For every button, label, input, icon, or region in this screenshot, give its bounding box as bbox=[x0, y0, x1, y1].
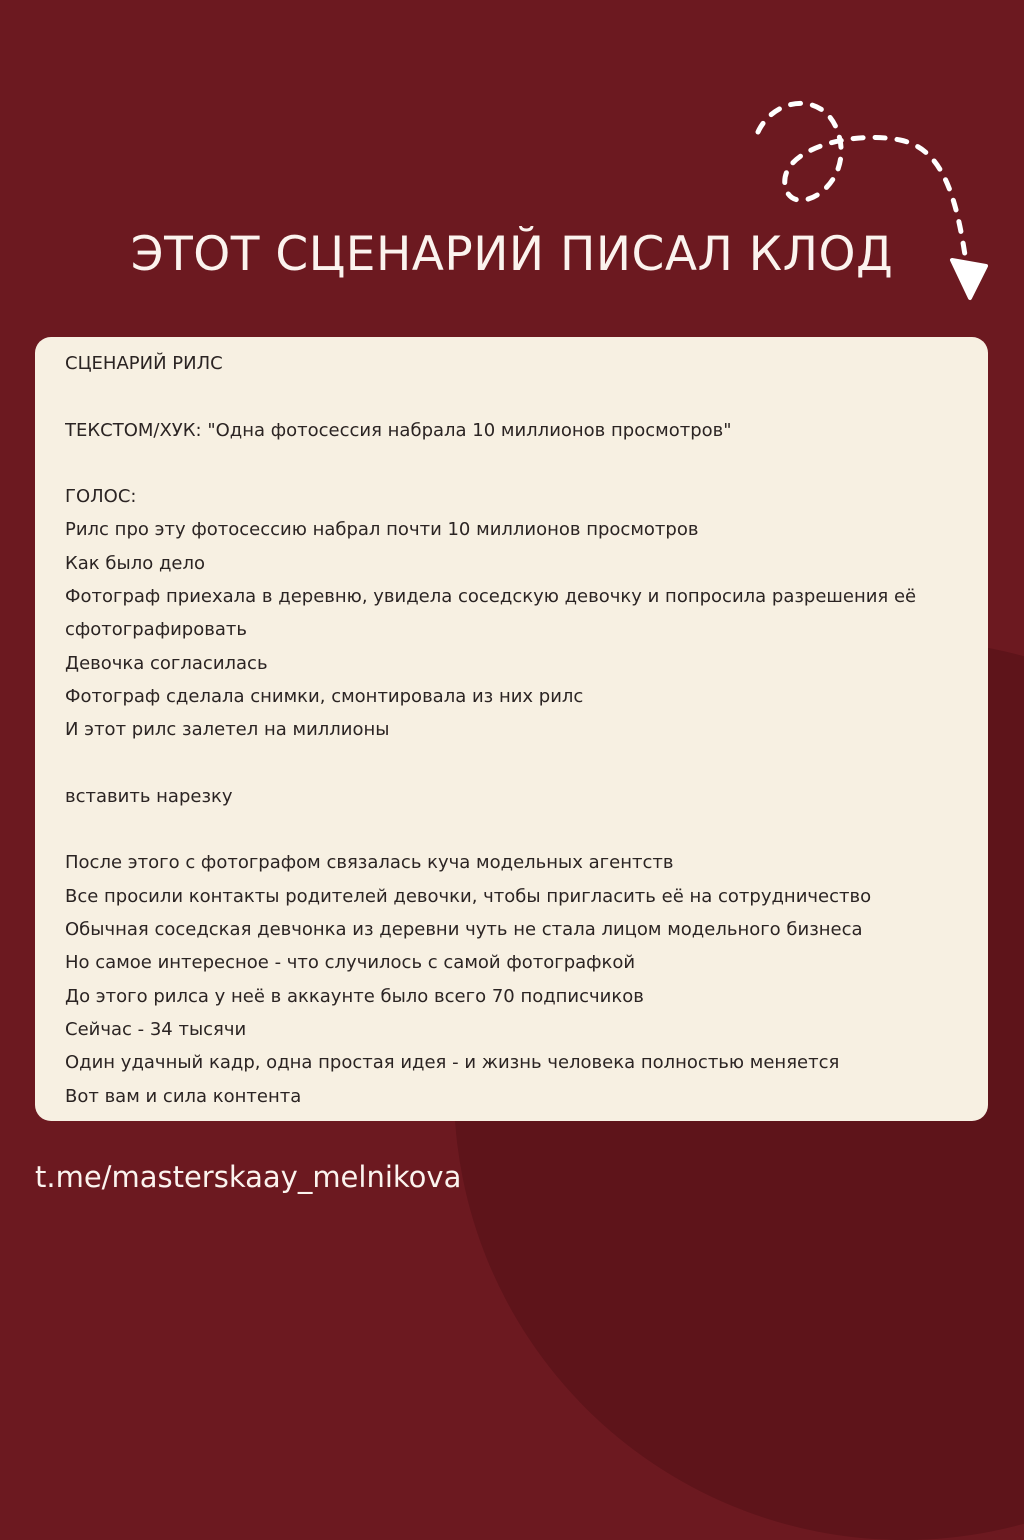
script-line: Вот вам и сила контента bbox=[65, 1085, 302, 1107]
script-card bbox=[35, 337, 988, 1121]
blank-line bbox=[65, 380, 970, 413]
telegram-link[interactable]: t.me/masterskaay_melnikova bbox=[35, 1160, 462, 1194]
blank-line bbox=[65, 813, 970, 846]
script-line: Как было дело bbox=[65, 552, 205, 574]
script-line: Фотограф сделала снимки, смонтировала из них рилс bbox=[65, 685, 584, 707]
script-line: Рилс про эту фотосессию набрал почти 10 миллионов просмотров bbox=[65, 519, 699, 541]
page-title: ЭТОТ СЦЕНАРИЙ ПИСАЛ КЛОД bbox=[130, 227, 894, 282]
script-line: Девочка согласилась bbox=[65, 652, 268, 674]
script-text bbox=[65, 347, 970, 1113]
script-line: Один удачный кадр, одна простая идея - и жизнь человека полностью меняется bbox=[65, 1052, 840, 1074]
script-line: Фотограф приехала в деревню, увидела соседскую девочку и попросила разрешения её bbox=[65, 586, 917, 608]
blank-line bbox=[65, 447, 970, 480]
script-line: сфотографировать bbox=[65, 619, 247, 641]
blank-line bbox=[65, 747, 970, 780]
script-line: СЦЕНАРИЙ РИЛС bbox=[65, 353, 223, 374]
script-line: Все просили контакты родителей девочки, чтобы пригласить её на сотрудничество bbox=[65, 885, 872, 907]
script-line: Но самое интересное - что случилось с самой фотографкой bbox=[65, 952, 636, 974]
script-line: И этот рилс залетел на миллионы bbox=[65, 719, 390, 741]
script-line: После этого с фотографом связалась куча модельных агентств bbox=[65, 852, 674, 874]
script-line: Обычная соседская девчонка из деревни чуть не стала лицом модельного бизнеса bbox=[65, 919, 863, 941]
script-line: ТЕКСТОМ/ХУК: "Одна фотосессия набрала 10 миллионов просмотров" bbox=[65, 419, 732, 441]
script-line: Сейчас - 34 тысячи bbox=[65, 1018, 247, 1040]
script-line: вставить нарезку bbox=[65, 785, 233, 807]
script-line: ГОЛОС: bbox=[65, 486, 137, 508]
script-line: До этого рилса у неё в аккаунте было всего 70 подписчиков bbox=[65, 985, 644, 1007]
